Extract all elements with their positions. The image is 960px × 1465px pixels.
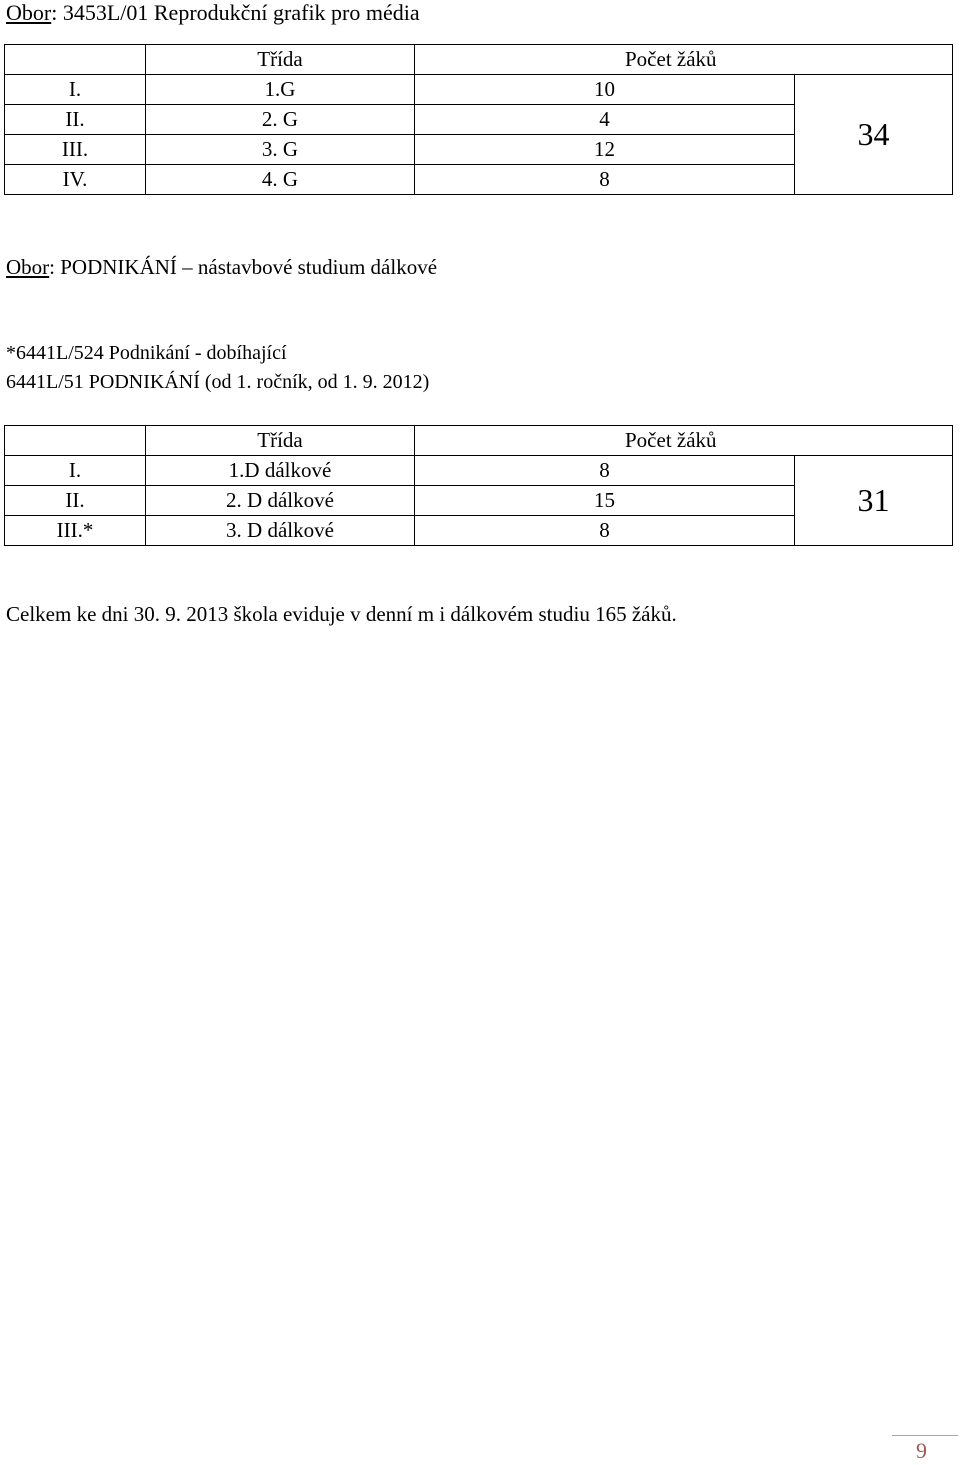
table-cell-year: II. [5,486,146,516]
section2-obor-label: Obor [6,255,50,279]
table-header-row [5,426,953,456]
section2-line1: *6441L/524 Podnikání - dobíhající [6,342,287,364]
table-cell-year: I. [5,75,146,105]
table-row [5,75,953,105]
table-cell-year: I. [5,456,146,486]
summary-text: Celkem ke dni 30. 9. 2013 škola eviduje v denní m i dálkovém studiu 165 žáků. [6,602,677,626]
table-cell-year: III.* [5,516,146,546]
page-number-rule [892,1435,958,1436]
table-cell-count: 10 [415,75,795,105]
table-cell-class: 1.D dálkové [146,456,415,486]
table-cell-count: 12 [415,135,795,165]
table-row [5,456,953,486]
table-cell-count: 8 [415,456,795,486]
table-header-count: Počet žáků [415,45,953,75]
table-cell-count: 8 [415,516,795,546]
section1-table [4,44,953,195]
table-cell-count: 4 [415,105,795,135]
section2-line2: 6441L/51 PODNIKÁNÍ (od 1. ročník, od 1. 9. 2012) [6,371,430,393]
table-cell-class: 2. D dálkové [146,486,415,516]
section1-heading [6,0,420,26]
table-header-class: Třída [146,45,415,75]
table-cell-year: III. [5,135,146,165]
table-cell-year: II. [5,105,146,135]
section1-obor-label: Obor [6,0,52,25]
table-total: 31 [795,456,953,546]
table-cell-class: 3. D dálkové [146,516,415,546]
section1-obor-text: : 3453L/01 Reprodukční grafik pro média [51,0,420,25]
table-header-empty [5,45,146,75]
table-total: 34 [795,75,953,195]
section2-obor-text: : PODNIKÁNÍ – nástavbové studium dálkové [49,255,438,279]
table-cell-class: 1.G [146,75,415,105]
section2-heading [6,254,437,280]
section2-table [4,425,953,546]
table-header-class: Třída [146,426,415,456]
table-cell-year: IV. [5,165,146,195]
table-cell-class: 4. G [146,165,415,195]
table-header-empty [5,426,146,456]
page-number: 9 [916,1438,927,1463]
table-header-count: Počet žáků [415,426,953,456]
table-cell-count: 15 [415,486,795,516]
table-cell-class: 2. G [146,105,415,135]
table-cell-class: 3. G [146,135,415,165]
table-cell-count: 8 [415,165,795,195]
table-header-row [5,45,953,75]
